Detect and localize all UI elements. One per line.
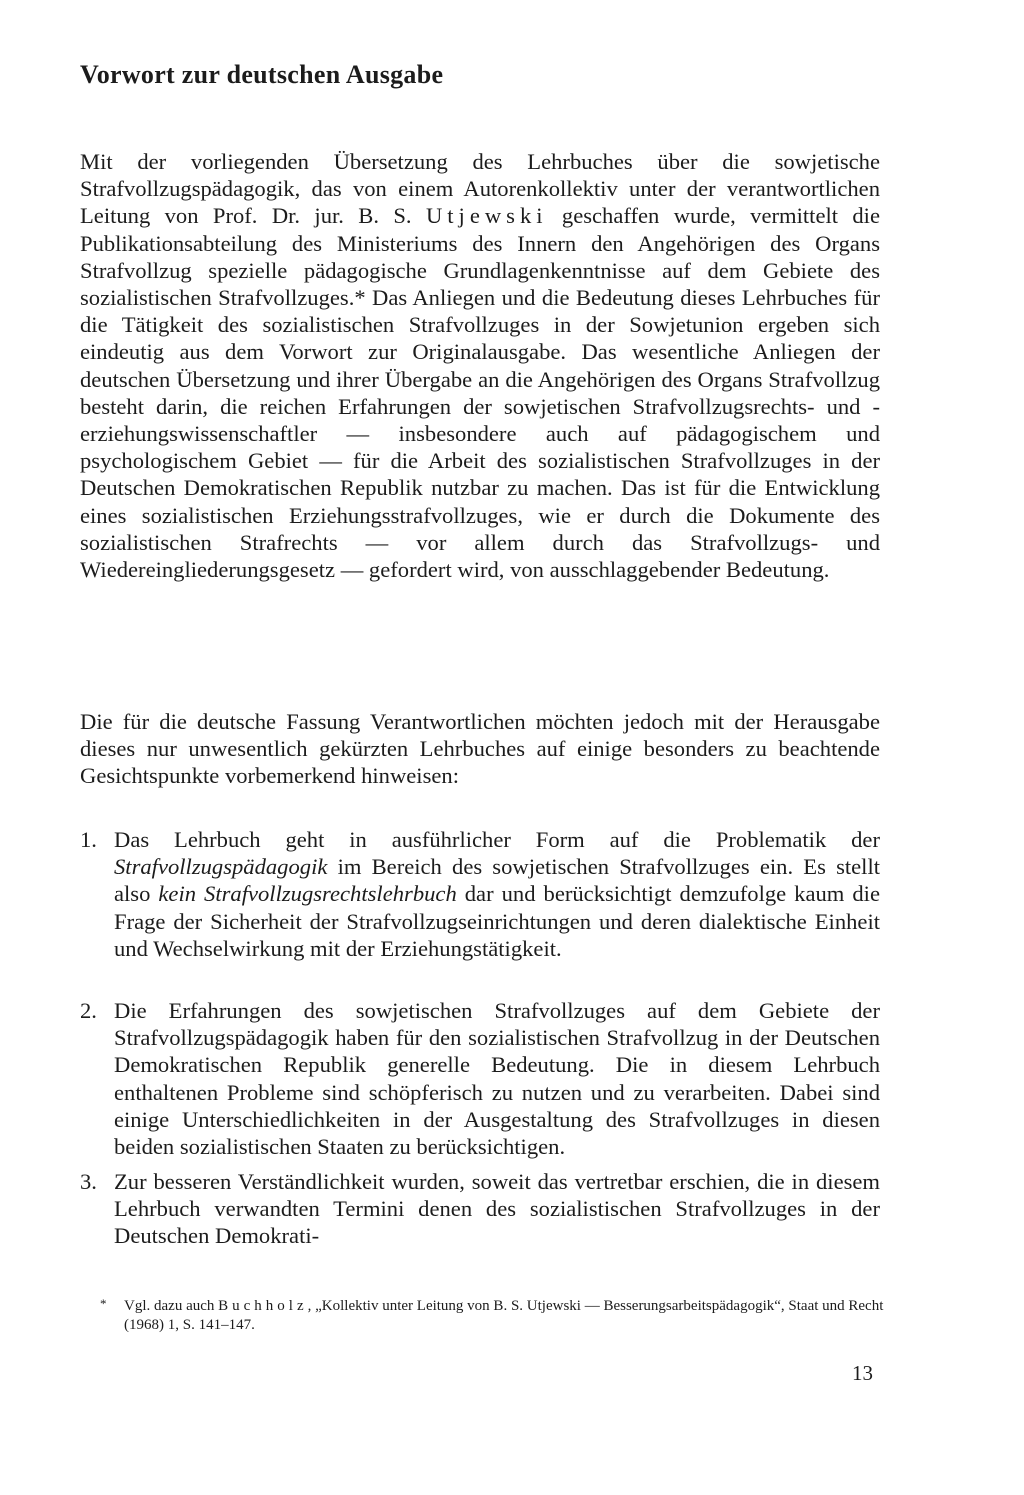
list-item-1-part3: dar und berücksichtigt demzufolge kaum die Frage der Sicherheit der Strafvollzugseinrichtungen und deren dialektische Einheit und Wechselwirkung mit der Erziehungstätigkeit. bbox=[114, 881, 880, 961]
list-item-text bbox=[114, 826, 880, 962]
author-name-spaced: Utjewski bbox=[425, 203, 548, 229]
page-number: 13 bbox=[852, 1361, 873, 1385]
list-item-text: Zur besseren Verständlichkeit wurden, soweit das vertretbar erschien, die in diesem Lehrbuch verwandten Termini denen des sozialistischen Strafvollzuges in der Deutschen Demokrati- bbox=[114, 1169, 880, 1249]
paragraph-intro-part1: Mit der vorliegenden Übersetzung des Lehrbuches über die sowjetische Strafvollzugspädagogik, das von einem Autorenkollektiv unter der verantwortlichen Leitung von Prof. Dr. jur. B. S. bbox=[80, 149, 880, 229]
emphasis-text: kein Strafvollzugsrechtslehrbuch bbox=[158, 881, 457, 907]
list-item-number: 1. bbox=[80, 827, 97, 852]
paragraph-remarks: Die für die deutsche Fassung Verantwortlichen möchten jedoch mit der Herausgabe dieses nur unwesentlich gekürzten Lehrbuches auf einige besonders zu beachtende Gesichtspunkte vorbemerkend hinweisen: bbox=[80, 709, 880, 789]
list-item-1-part2: im Bereich des sowjetischen Strafvollzuges ein. Es stellt also bbox=[114, 854, 880, 907]
footnote-text bbox=[124, 1297, 884, 1335]
list-item-number: 2. bbox=[80, 998, 97, 1023]
emphasis-text: Strafvollzugspädagogik bbox=[114, 854, 328, 880]
paragraph-intro-part2: geschaffen wurde, vermittelt die Publikationsabteilung des Ministeriums des Innern den Angehörigen des Organs Strafvollzug spezielle pädagogische Grundlagenkenntnisse auf dem Gebiete des sozialistischen Strafvollzuges.* Das Anliegen und die Bedeutung dieses Lehrbuches für die Tätigkeit des sozialistischen Strafvollzuges in der Sowjetunion ergeben sich eindeutig aus dem Vorwort zur Originalausgabe. Das wesentliche Anliegen der deutschen Übersetzung und ihrer Übergabe an die Angehörigen des Organs Strafvollzug besteht darin, die reichen Erfahrungen der sowjetischen Strafvollzugsrechts- und -erziehungswissenschaftler — insbesondere auch auf pädagogischem und psychologischem Gebiet — für die Arbeit des sozialistischen Strafvollzuges in der Deutschen Demokratischen Republik nutzbar zu machen. Das ist für die Entwicklung eines sozialistischen Erziehungsstrafvollzuges, wie er durch die Dokumente des sozialistischen Strafrechts — vor allem durch das Strafvollzugs- und Wiedereingliederungsgesetz — gefordert wird, von ausschlaggebender Bedeutung. bbox=[80, 203, 880, 583]
footnote-marker: * bbox=[100, 1296, 107, 1311]
list-item-1-part1: Das Lehrbuch geht in ausführlicher Form auf die Problematik der bbox=[114, 827, 880, 852]
list-item-number: 3. bbox=[80, 1169, 97, 1194]
footnote-author-spaced: Buchholz bbox=[218, 1298, 308, 1314]
page-heading: Vorwort zur deutschen Ausgabe bbox=[80, 60, 444, 89]
footnote-part2: , „Kollektiv unter Leitung von B. S. Utjewski — Besserungsarbeitspädagogik“, Staat und Recht (1968) 1, S. 141–147. bbox=[124, 1298, 884, 1333]
footnote-part1: Vgl. dazu auch bbox=[124, 1298, 219, 1314]
list-item-text: Die Erfahrungen des sowjetischen Strafvollzuges auf dem Gebiete der Strafvollzugspädagogik haben für den sozialistischen Strafvollzug in der Deutschen Demokratischen Republik generelle Bedeutung. Die in diesem Lehrbuch enthaltenen Probleme sind schöpferisch zu nutzen und zu verarbeiten. Dabei sind einige Unterschiedlichkeiten in der Ausgestaltung des Strafvollzuges in diesen beiden sozialistischen Staaten zu berücksichtigen. bbox=[114, 998, 880, 1160]
paragraph-intro bbox=[80, 148, 880, 583]
